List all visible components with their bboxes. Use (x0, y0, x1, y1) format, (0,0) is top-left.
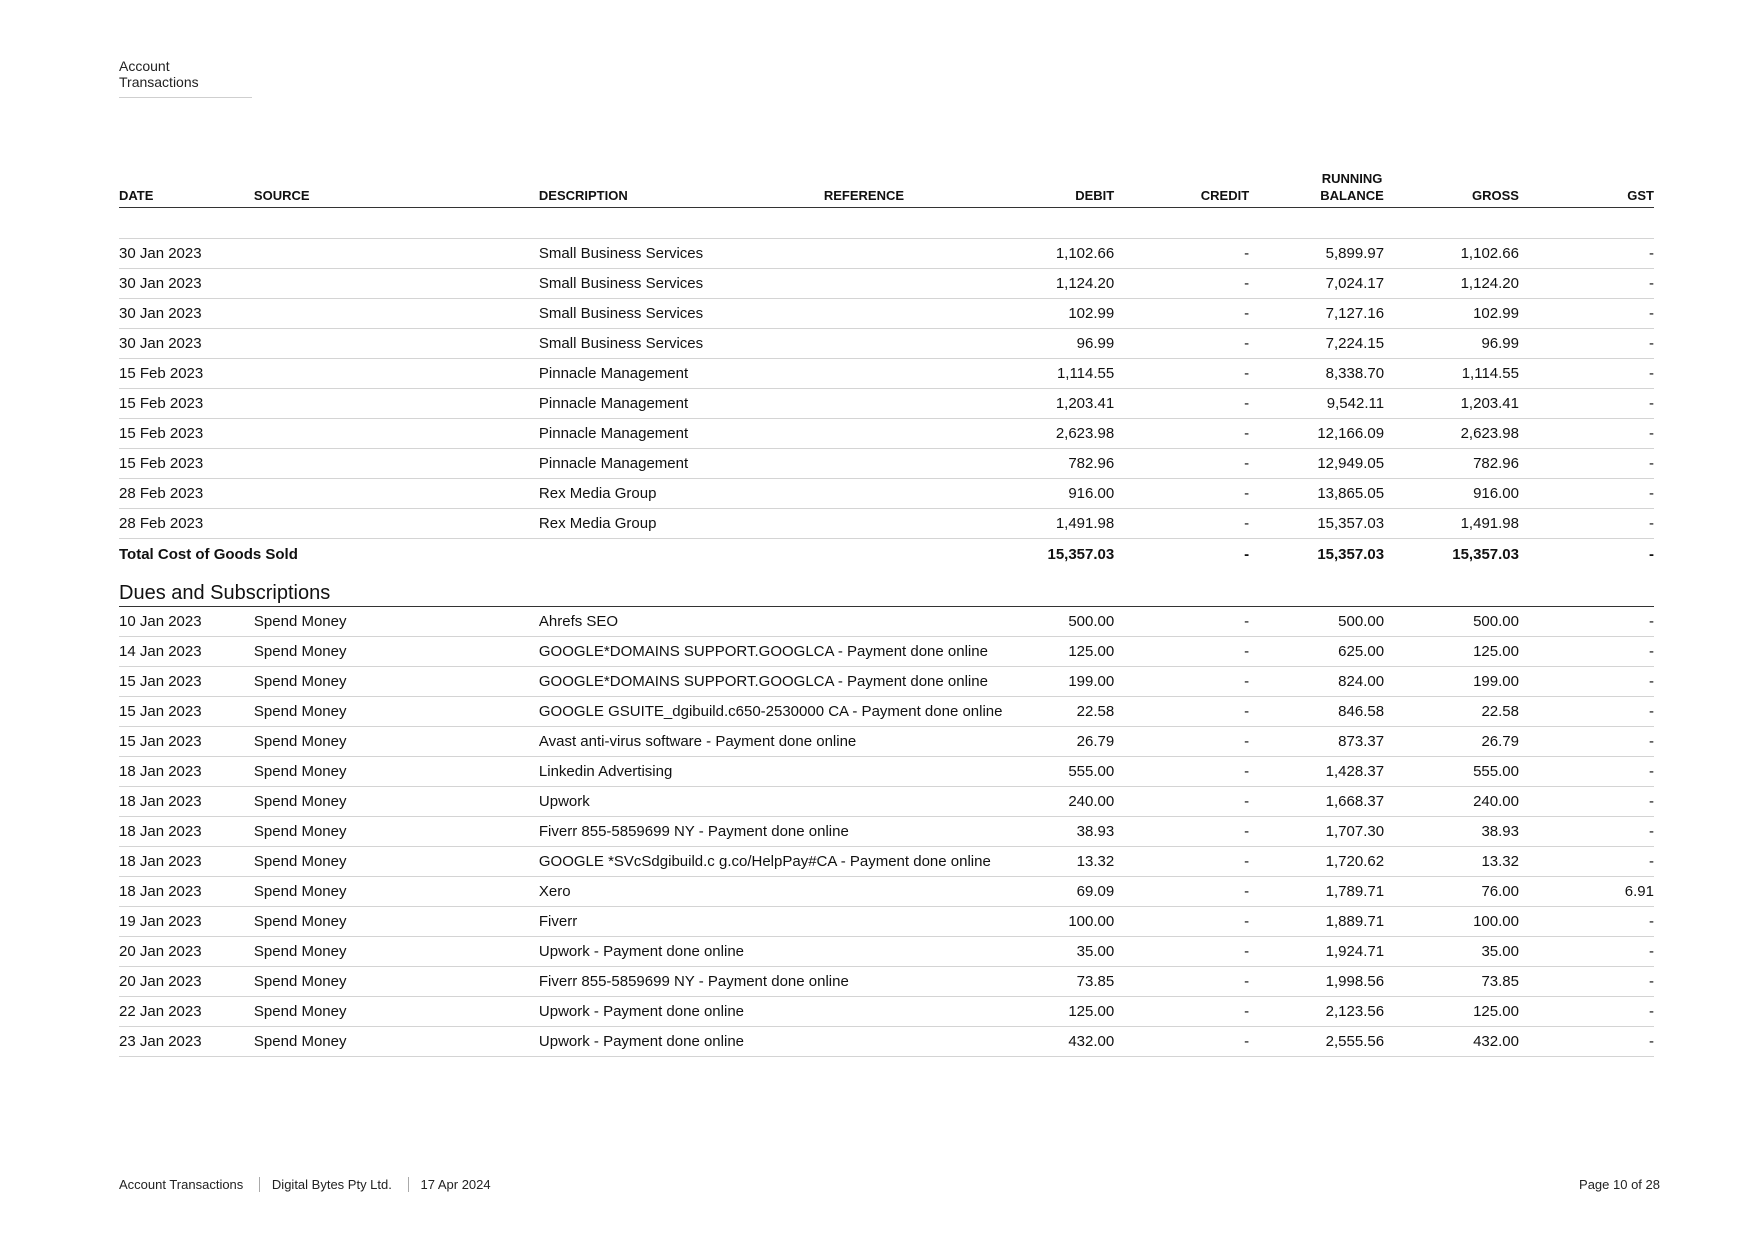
cell-reference (824, 787, 981, 817)
cell-gross: 76.00 (1384, 877, 1519, 907)
footer-company: Digital Bytes Pty Ltd. (259, 1177, 404, 1192)
cell-debit: 35.00 (980, 937, 1114, 967)
cell-credit: - (1114, 479, 1249, 509)
cell-source: Spend Money (254, 607, 539, 637)
spacer-row (119, 208, 1654, 239)
cell-source: Spend Money (254, 667, 539, 697)
table-row (119, 937, 1654, 967)
table-row (119, 727, 1654, 757)
cell-credit: - (1114, 787, 1249, 817)
cell-gross: 125.00 (1384, 997, 1519, 1027)
cell-gst: - (1519, 389, 1654, 419)
section-title-dues: Dues and Subscriptions (119, 569, 1654, 607)
cell-credit: - (1114, 727, 1249, 757)
col-header-running-balance (1249, 170, 1384, 208)
cell-reference (824, 937, 981, 967)
cell-description: Small Business Services (539, 239, 824, 269)
cell-balance: 7,024.17 (1249, 269, 1384, 299)
table-row (119, 967, 1654, 997)
cell-date: 10 Jan 2023 (119, 607, 254, 637)
cell-balance: 1,668.37 (1249, 787, 1384, 817)
cell-credit: - (1114, 937, 1249, 967)
cell-gst: - (1519, 817, 1654, 847)
cell-gst: - (1519, 449, 1654, 479)
cell-gst: - (1519, 757, 1654, 787)
cell-source: Spend Money (254, 727, 539, 757)
cell-gst: - (1519, 1027, 1654, 1057)
footer-date: 17 Apr 2024 (408, 1177, 503, 1192)
table-row (119, 419, 1654, 449)
cell-balance: 5,899.97 (1249, 239, 1384, 269)
cell-gross: 35.00 (1384, 937, 1519, 967)
cell-balance: 13,865.05 (1249, 479, 1384, 509)
cell-debit: 102.99 (980, 299, 1114, 329)
cell-source: Spend Money (254, 697, 539, 727)
cell-credit: - (1114, 697, 1249, 727)
cell-gst: - (1519, 359, 1654, 389)
cell-balance: 1,889.71 (1249, 907, 1384, 937)
table-row (119, 847, 1654, 877)
cell-credit: - (1114, 359, 1249, 389)
cell-description: Small Business Services (539, 269, 824, 299)
cell-debit: 782.96 (980, 449, 1114, 479)
cell-balance: 1,924.71 (1249, 937, 1384, 967)
cell-debit: 100.00 (980, 907, 1114, 937)
total-balance: 15,357.03 (1317, 545, 1385, 563)
table-row (119, 359, 1654, 389)
cell-gross: 102.99 (1384, 299, 1519, 329)
cell-reference (824, 239, 981, 269)
cell-gross: 26.79 (1384, 727, 1519, 757)
cell-balance: 12,166.09 (1249, 419, 1384, 449)
cell-date: 28 Feb 2023 (119, 509, 254, 539)
cell-credit: - (1114, 299, 1249, 329)
cell-credit: - (1114, 757, 1249, 787)
cell-balance: 1,707.30 (1249, 817, 1384, 847)
cell-reference (824, 607, 981, 637)
cell-date: 30 Jan 2023 (119, 239, 254, 269)
col-header-gross: GROSS (1384, 170, 1519, 208)
col-header-gst: GST (1519, 170, 1654, 208)
cell-reference (824, 359, 981, 389)
dues-section (119, 607, 1654, 1057)
cell-gst: - (1519, 697, 1654, 727)
cell-debit: 22.58 (980, 697, 1114, 727)
cell-description: Pinnacle Management (539, 449, 824, 479)
cell-gross: 125.00 (1384, 637, 1519, 667)
cell-gross: 22.58 (1384, 697, 1519, 727)
table-row (119, 329, 1654, 359)
cell-date: 18 Jan 2023 (119, 847, 254, 877)
cell-date: 18 Jan 2023 (119, 757, 254, 787)
cell-reference (824, 389, 981, 419)
cell-debit: 1,102.66 (980, 239, 1114, 269)
cell-credit: - (1114, 419, 1249, 449)
cell-description: Ahrefs SEO (539, 607, 824, 637)
cell-date: 23 Jan 2023 (119, 1027, 254, 1057)
cell-gross: 1,124.20 (1384, 269, 1519, 299)
page-footer (119, 1177, 1660, 1192)
col-header-date: DATE (119, 170, 254, 208)
table-row (119, 667, 1654, 697)
cell-date: 15 Feb 2023 (119, 359, 254, 389)
cell-date: 15 Jan 2023 (119, 697, 254, 727)
cell-reference (824, 997, 981, 1027)
table-row (119, 607, 1654, 637)
cell-description: Upwork (539, 787, 824, 817)
column-header-row (119, 170, 1654, 208)
table-row (119, 299, 1654, 329)
cell-credit: - (1114, 449, 1249, 479)
cell-credit: - (1114, 607, 1249, 637)
cell-description: Pinnacle Management (539, 419, 824, 449)
cell-debit: 1,114.55 (980, 359, 1114, 389)
cell-reference (824, 757, 981, 787)
cell-balance: 2,123.56 (1249, 997, 1384, 1027)
cell-description: Upwork - Payment done online (539, 997, 824, 1027)
cell-debit: 500.00 (980, 607, 1114, 637)
cell-source: Spend Money (254, 997, 539, 1027)
cell-gst: - (1519, 847, 1654, 877)
cell-gross: 1,102.66 (1384, 239, 1519, 269)
cell-debit: 199.00 (980, 667, 1114, 697)
cell-gross: 73.85 (1384, 967, 1519, 997)
running-balance-label: RUNNING BALANCE (1320, 171, 1384, 203)
cell-debit: 26.79 (980, 727, 1114, 757)
cell-gst: - (1519, 419, 1654, 449)
cell-date: 20 Jan 2023 (119, 967, 254, 997)
cell-reference (824, 907, 981, 937)
cell-gst: - (1519, 967, 1654, 997)
cell-gst: 6.91 (1519, 877, 1654, 907)
cell-source (254, 329, 539, 359)
table-row (119, 757, 1654, 787)
cell-reference (824, 419, 981, 449)
table-row (119, 787, 1654, 817)
cell-gross: 916.00 (1384, 479, 1519, 509)
cell-source: Spend Money (254, 757, 539, 787)
table-row (119, 239, 1654, 269)
cell-debit: 1,124.20 (980, 269, 1114, 299)
cell-balance: 1,789.71 (1249, 877, 1384, 907)
transactions-report (119, 170, 1654, 1057)
cell-gst: - (1519, 607, 1654, 637)
cell-balance: 1,428.37 (1249, 757, 1384, 787)
cell-description: Pinnacle Management (539, 359, 824, 389)
cell-description: Small Business Services (539, 329, 824, 359)
cell-gross: 96.99 (1384, 329, 1519, 359)
cell-description: Linkedin Advertising (539, 757, 824, 787)
cell-reference (824, 1027, 981, 1057)
total-gst: - (1649, 545, 1654, 563)
cell-debit: 13.32 (980, 847, 1114, 877)
cell-description: GOOGLE *SVcSdgibuild.c g.co/HelpPay#CA - Payment done online (539, 847, 824, 877)
cell-gst: - (1519, 329, 1654, 359)
cell-date: 18 Jan 2023 (119, 787, 254, 817)
cell-gross: 240.00 (1384, 787, 1519, 817)
cell-credit: - (1114, 239, 1249, 269)
cell-credit: - (1114, 509, 1249, 539)
col-header-description: DESCRIPTION (539, 170, 824, 208)
table-row (119, 509, 1654, 539)
report-header-title: Account Transactions (119, 58, 252, 98)
cell-credit: - (1114, 997, 1249, 1027)
cell-balance: 15,357.03 (1249, 509, 1384, 539)
cell-date: 30 Jan 2023 (119, 329, 254, 359)
cell-source: Spend Money (254, 907, 539, 937)
cell-reference (824, 509, 981, 539)
cell-credit: - (1114, 847, 1249, 877)
cell-credit: - (1114, 1027, 1249, 1057)
cell-date: 30 Jan 2023 (119, 299, 254, 329)
cell-balance: 846.58 (1249, 697, 1384, 727)
cell-debit: 2,623.98 (980, 419, 1114, 449)
cell-gst: - (1519, 907, 1654, 937)
cell-credit: - (1114, 877, 1249, 907)
section-heading-row (119, 569, 1654, 607)
cell-gst: - (1519, 479, 1654, 509)
cell-balance: 9,542.11 (1249, 389, 1384, 419)
cell-credit: - (1114, 269, 1249, 299)
cell-reference (824, 269, 981, 299)
cell-source (254, 419, 539, 449)
total-gross: 15,357.03 (1452, 545, 1519, 563)
cell-gst: - (1519, 509, 1654, 539)
cell-source (254, 389, 539, 419)
footer-report-name: Account Transactions (119, 1177, 244, 1192)
col-header-reference: REFERENCE (824, 170, 981, 208)
cell-date: 18 Jan 2023 (119, 877, 254, 907)
cell-debit: 69.09 (980, 877, 1114, 907)
table-row (119, 697, 1654, 727)
cell-balance: 1,998.56 (1249, 967, 1384, 997)
col-header-credit: CREDIT (1114, 170, 1249, 208)
cell-date: 15 Feb 2023 (119, 419, 254, 449)
table-row (119, 877, 1654, 907)
cell-balance: 873.37 (1249, 727, 1384, 757)
transactions-table (119, 170, 1654, 1057)
table-row (119, 389, 1654, 419)
cell-gross: 432.00 (1384, 1027, 1519, 1057)
cell-source: Spend Money (254, 787, 539, 817)
cell-gross: 38.93 (1384, 817, 1519, 847)
cell-reference (824, 299, 981, 329)
col-header-debit: DEBIT (980, 170, 1114, 208)
cell-date: 22 Jan 2023 (119, 997, 254, 1027)
cell-debit: 73.85 (980, 967, 1114, 997)
cell-gross: 1,491.98 (1384, 509, 1519, 539)
cell-balance: 824.00 (1249, 667, 1384, 697)
cell-source: Spend Money (254, 967, 539, 997)
table-row (119, 817, 1654, 847)
cell-description: GOOGLE*DOMAINS SUPPORT.GOOGLCA - Payment done online (539, 637, 824, 667)
cell-debit: 240.00 (980, 787, 1114, 817)
cell-description: Xero (539, 877, 824, 907)
cell-description: GOOGLE*DOMAINS SUPPORT.GOOGLCA - Payment done online (539, 667, 824, 697)
cell-date: 18 Jan 2023 (119, 817, 254, 847)
cell-source (254, 299, 539, 329)
cell-balance: 625.00 (1249, 637, 1384, 667)
cell-balance: 12,949.05 (1249, 449, 1384, 479)
table-row (119, 479, 1654, 509)
cell-date: 15 Jan 2023 (119, 727, 254, 757)
cell-gst: - (1519, 937, 1654, 967)
cell-debit: 38.93 (980, 817, 1114, 847)
cell-credit: - (1114, 967, 1249, 997)
cell-debit: 1,491.98 (980, 509, 1114, 539)
cell-source: Spend Money (254, 637, 539, 667)
cell-gross: 100.00 (1384, 907, 1519, 937)
cell-date: 28 Feb 2023 (119, 479, 254, 509)
cell-description: Avast anti-virus software - Payment done online (539, 727, 824, 757)
cell-gross: 1,114.55 (1384, 359, 1519, 389)
cell-gst: - (1519, 299, 1654, 329)
cell-gross: 13.32 (1384, 847, 1519, 877)
cell-reference (824, 877, 981, 907)
cell-reference (824, 449, 981, 479)
table-row (119, 907, 1654, 937)
cell-debit: 125.00 (980, 997, 1114, 1027)
cell-gst: - (1519, 269, 1654, 299)
cell-date: 15 Feb 2023 (119, 389, 254, 419)
cell-gross: 782.96 (1384, 449, 1519, 479)
cell-debit: 916.00 (980, 479, 1114, 509)
table-row (119, 637, 1654, 667)
cell-source: Spend Money (254, 817, 539, 847)
cogs-section (119, 208, 1654, 539)
cell-description: Fiverr 855-5859699 NY - Payment done online (539, 967, 824, 997)
table-row (119, 269, 1654, 299)
cell-balance: 7,224.15 (1249, 329, 1384, 359)
cell-debit: 125.00 (980, 637, 1114, 667)
cell-source (254, 239, 539, 269)
cell-credit: - (1114, 637, 1249, 667)
cell-description: Fiverr 855-5859699 NY - Payment done online (539, 817, 824, 847)
cell-description: Rex Media Group (539, 479, 824, 509)
cell-credit: - (1114, 817, 1249, 847)
cell-gst: - (1519, 997, 1654, 1027)
table-row (119, 997, 1654, 1027)
cell-reference (824, 479, 981, 509)
cell-description: Pinnacle Management (539, 389, 824, 419)
cell-gst: - (1519, 667, 1654, 697)
cell-balance: 7,127.16 (1249, 299, 1384, 329)
cell-source: Spend Money (254, 1027, 539, 1057)
cogs-total-section (119, 539, 1654, 607)
cell-source (254, 479, 539, 509)
cell-credit: - (1114, 907, 1249, 937)
cell-balance: 2,555.56 (1249, 1027, 1384, 1057)
cell-balance: 1,720.62 (1249, 847, 1384, 877)
cell-description: GOOGLE GSUITE_dgibuild.c650-2530000 CA - Payment done online (539, 697, 824, 727)
cell-description: Rex Media Group (539, 509, 824, 539)
table-row (119, 449, 1654, 479)
cell-source: Spend Money (254, 937, 539, 967)
cell-debit: 555.00 (980, 757, 1114, 787)
cell-source: Spend Money (254, 877, 539, 907)
cell-date: 20 Jan 2023 (119, 937, 254, 967)
cell-gst: - (1519, 727, 1654, 757)
cell-credit: - (1114, 667, 1249, 697)
cell-debit: 432.00 (980, 1027, 1114, 1057)
cogs-total-row (119, 539, 1654, 570)
cell-credit: - (1114, 389, 1249, 419)
total-debit: 15,357.03 (1047, 545, 1115, 563)
cell-date: 15 Feb 2023 (119, 449, 254, 479)
total-label: Total Cost of Goods Sold (119, 545, 298, 563)
cell-gst: - (1519, 239, 1654, 269)
cell-debit: 96.99 (980, 329, 1114, 359)
cell-source (254, 449, 539, 479)
cell-debit: 1,203.41 (980, 389, 1114, 419)
cell-source (254, 509, 539, 539)
col-header-source: SOURCE (254, 170, 539, 208)
cell-date: 15 Jan 2023 (119, 667, 254, 697)
table-row (119, 1027, 1654, 1057)
cell-gross: 2,623.98 (1384, 419, 1519, 449)
footer-page-number: Page 10 of 28 (1579, 1177, 1660, 1192)
cell-description: Fiverr (539, 907, 824, 937)
cell-description: Small Business Services (539, 299, 824, 329)
cell-balance: 8,338.70 (1249, 359, 1384, 389)
cell-gst: - (1519, 787, 1654, 817)
cell-source (254, 269, 539, 299)
cell-date: 30 Jan 2023 (119, 269, 254, 299)
cell-gross: 500.00 (1384, 607, 1519, 637)
cell-date: 19 Jan 2023 (119, 907, 254, 937)
cell-description: Upwork - Payment done online (539, 1027, 824, 1057)
cell-gross: 1,203.41 (1384, 389, 1519, 419)
cell-source: Spend Money (254, 847, 539, 877)
cell-gst: - (1519, 637, 1654, 667)
total-credit: - (1244, 545, 1250, 563)
cell-reference (824, 329, 981, 359)
cell-description: Upwork - Payment done online (539, 937, 824, 967)
cell-source (254, 359, 539, 389)
cell-date: 14 Jan 2023 (119, 637, 254, 667)
cell-gross: 555.00 (1384, 757, 1519, 787)
cell-credit: - (1114, 329, 1249, 359)
cell-gross: 199.00 (1384, 667, 1519, 697)
cell-balance: 500.00 (1249, 607, 1384, 637)
